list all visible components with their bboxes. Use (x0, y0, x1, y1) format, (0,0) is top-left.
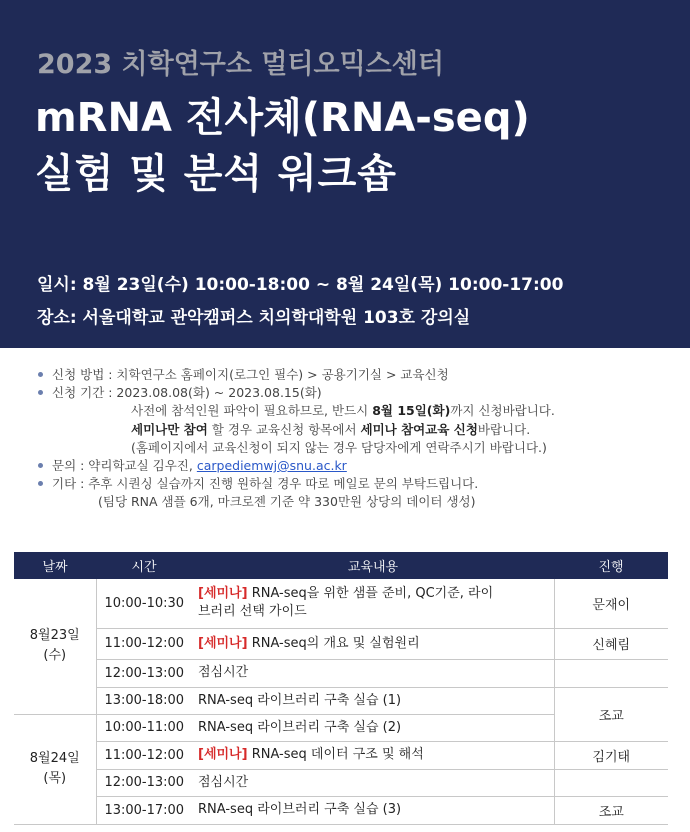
col-header-content: 교육내용 (192, 552, 554, 579)
info-period-note3: (홈페이지에서 교육신청이 되지 않는 경우 담당자에게 연락주시기 바랍니다.) (131, 439, 547, 455)
bullet-icon (38, 463, 43, 468)
seminar-tag: [세미나] (198, 747, 248, 762)
info-contact: 문의 : 약리학교실 김우진, carpediemwj@snu.ac.kr (38, 457, 678, 475)
info-method: 신청 방법 : 치학연구소 홈페이지(로그인 필수) > 공용기기실 > 교육신청 (38, 366, 678, 384)
application-info (38, 366, 678, 512)
header-banner (0, 0, 690, 348)
col-header-time: 시간 (96, 552, 192, 579)
page-title-line1: mRNA 전사체(RNA-seq) (35, 95, 530, 141)
table-row: 8월24일 (목) 10:00-11:00 RNA-seq 라이브러리 구축 실습 (2) (14, 714, 668, 741)
table-row: 8월23일 (수) 10:00-10:30 [세미나] RNA-seq을 위한 샘플 준비, QC기준, 라이 브러리 선택 가이드 문재이 (14, 579, 668, 628)
col-header-lead: 진행 (554, 552, 668, 579)
contact-email-link[interactable]: carpediemwj@snu.ac.kr (196, 458, 347, 474)
event-dates: 일시: 8월 23일(수) 10:00-18:00 ~ 8월 24일(목) 10:00-17:00 (37, 275, 564, 295)
col-header-date: 날짜 (14, 552, 96, 579)
day1-date: 8월23일 (수) (14, 579, 96, 714)
table-row: 11:00-12:00 [세미나] RNA-seq 데이터 구조 및 해석 김기태 (14, 741, 668, 769)
info-etc-note: (팀당 RNA 샘플 6개, 마크로젠 기준 약 330만원 상당의 데이터 생성) (98, 494, 476, 510)
info-period-note2: 세미나만 참여 할 경우 교육신청 항목에서 세미나 참여교육 신청바랍니다. (131, 421, 531, 437)
table-row: 13:00-18:00 RNA-seq 라이브러리 구축 실습 (1) 조교 (14, 687, 668, 714)
day2-date: 8월24일 (목) (14, 714, 96, 824)
info-period-note1: 사전에 참석인원 파악이 필요하므로, 반드시 8월 15일(화)까지 신청바랍니다. (131, 403, 555, 419)
subtitle: 2023 치학연구소 멀티오믹스센터 (37, 49, 444, 80)
seminar-tag: [세미나] (198, 635, 248, 651)
seminar-tag: [세미나] (198, 586, 248, 602)
page-title-line2: 실험 및 분석 워크숍 (35, 151, 397, 197)
table-row: 12:00-13:00 점심시간 (14, 659, 668, 687)
event-venue: 장소: 서울대학교 관악캠퍼스 치의학대학원 103호 강의실 (37, 308, 471, 328)
table-header-row (14, 552, 668, 579)
info-period: 신청 기간 : 2023.08.08(화) ~ 2023.08.15(화) (38, 384, 678, 402)
table-row: 13:00-17:00 RNA-seq 라이브러리 구축 실습 (3) 조교 (14, 796, 668, 824)
info-etc: 기타 : 추후 시퀀싱 실습까지 진행 원하실 경우 따로 메일로 문의 부탁드립니다. (38, 475, 678, 493)
table-row: 11:00-12:00 [세미나] RNA-seq의 개요 및 실험원리 신혜림 (14, 628, 668, 659)
schedule-table (14, 552, 668, 825)
table-row: 12:00-13:00 점심시간 (14, 769, 668, 796)
bullet-icon (38, 372, 43, 377)
